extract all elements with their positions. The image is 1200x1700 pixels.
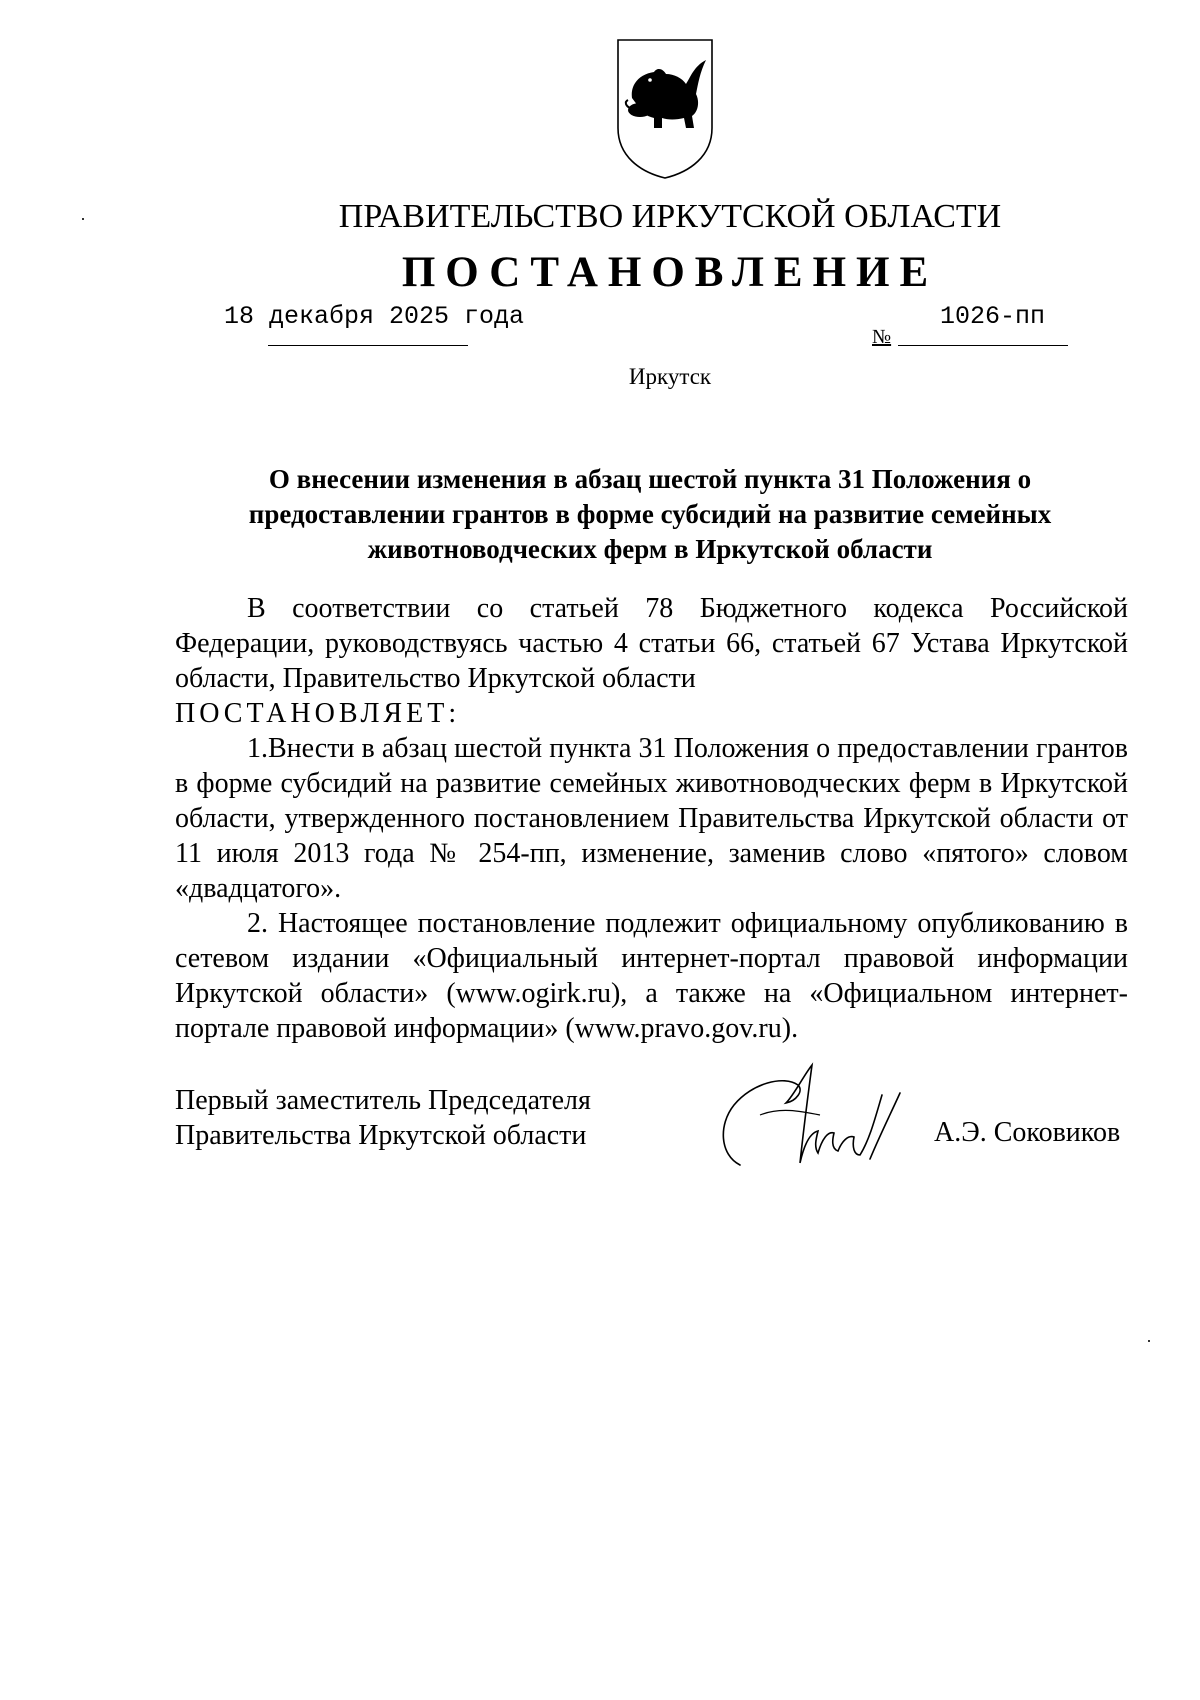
number-underline <box>898 345 1068 346</box>
scan-speck <box>1148 1340 1150 1342</box>
document-date: 18 декабря 2025 года <box>224 302 525 331</box>
document-body <box>175 591 1128 1046</box>
document-title <box>200 462 1100 567</box>
position-line: Первый заместитель Председателя <box>175 1085 591 1116</box>
item-2-paragraph: 2. Настоящее постановление подлежит официальному опубликованию в сетевом издании «Официальный интернет-портал правовой информации Иркутской области» (www.ogirk.ru), а также на «Официальном интернет-портале правовой информации» (www.pravo.gov.ru). <box>175 908 1128 1044</box>
number-sign: № <box>872 326 892 348</box>
title-line: предоставлении грантов в форме субсидий на развитие семейных <box>248 499 1052 529</box>
document-number: 1026-пп <box>940 302 1046 331</box>
preamble-paragraph: В соответствии со статьей 78 Бюджетного кодекса Российской Федерации, руководствуясь частью 4 статьи 66, статьей 67 Устава Иркутской области, Правительство Иркутской области <box>175 593 1128 694</box>
title-line: О внесении изменения в абзац шестой пункта 31 Положения о <box>268 464 1032 494</box>
date-underline <box>268 345 468 346</box>
title-line: животноводческих ферм в Иркутской области <box>367 534 933 564</box>
signatory-position <box>175 1083 591 1153</box>
city: Иркутск <box>628 364 712 389</box>
resolves-heading: ПОСТАНОВЛЯЕТ: <box>175 698 461 729</box>
position-line: Правительства Иркутской области <box>175 1120 587 1151</box>
handwritten-signature-icon <box>700 1055 930 1175</box>
item-1-paragraph: 1.Внести в абзац шестой пункта 31 Положения о предоставлении грантов в форме субсидий на развитие семейных животноводческих ферм в Иркутской области, утвержденного постановлением Правительства Иркутской области от 11 июля 2013 года № 254-пп, изменение, заменив слово «пятого» словом «двадцатого». <box>175 733 1128 904</box>
signatory-name: А.Э. Соковиков <box>934 1117 1121 1148</box>
coat-of-arms-icon <box>610 36 720 182</box>
document-type: ПОСТАНОВЛЕНИЕ <box>401 249 939 296</box>
government-name: ПРАВИТЕЛЬСТВО ИРКУТСКОЙ ОБЛАСТИ <box>338 198 1002 235</box>
